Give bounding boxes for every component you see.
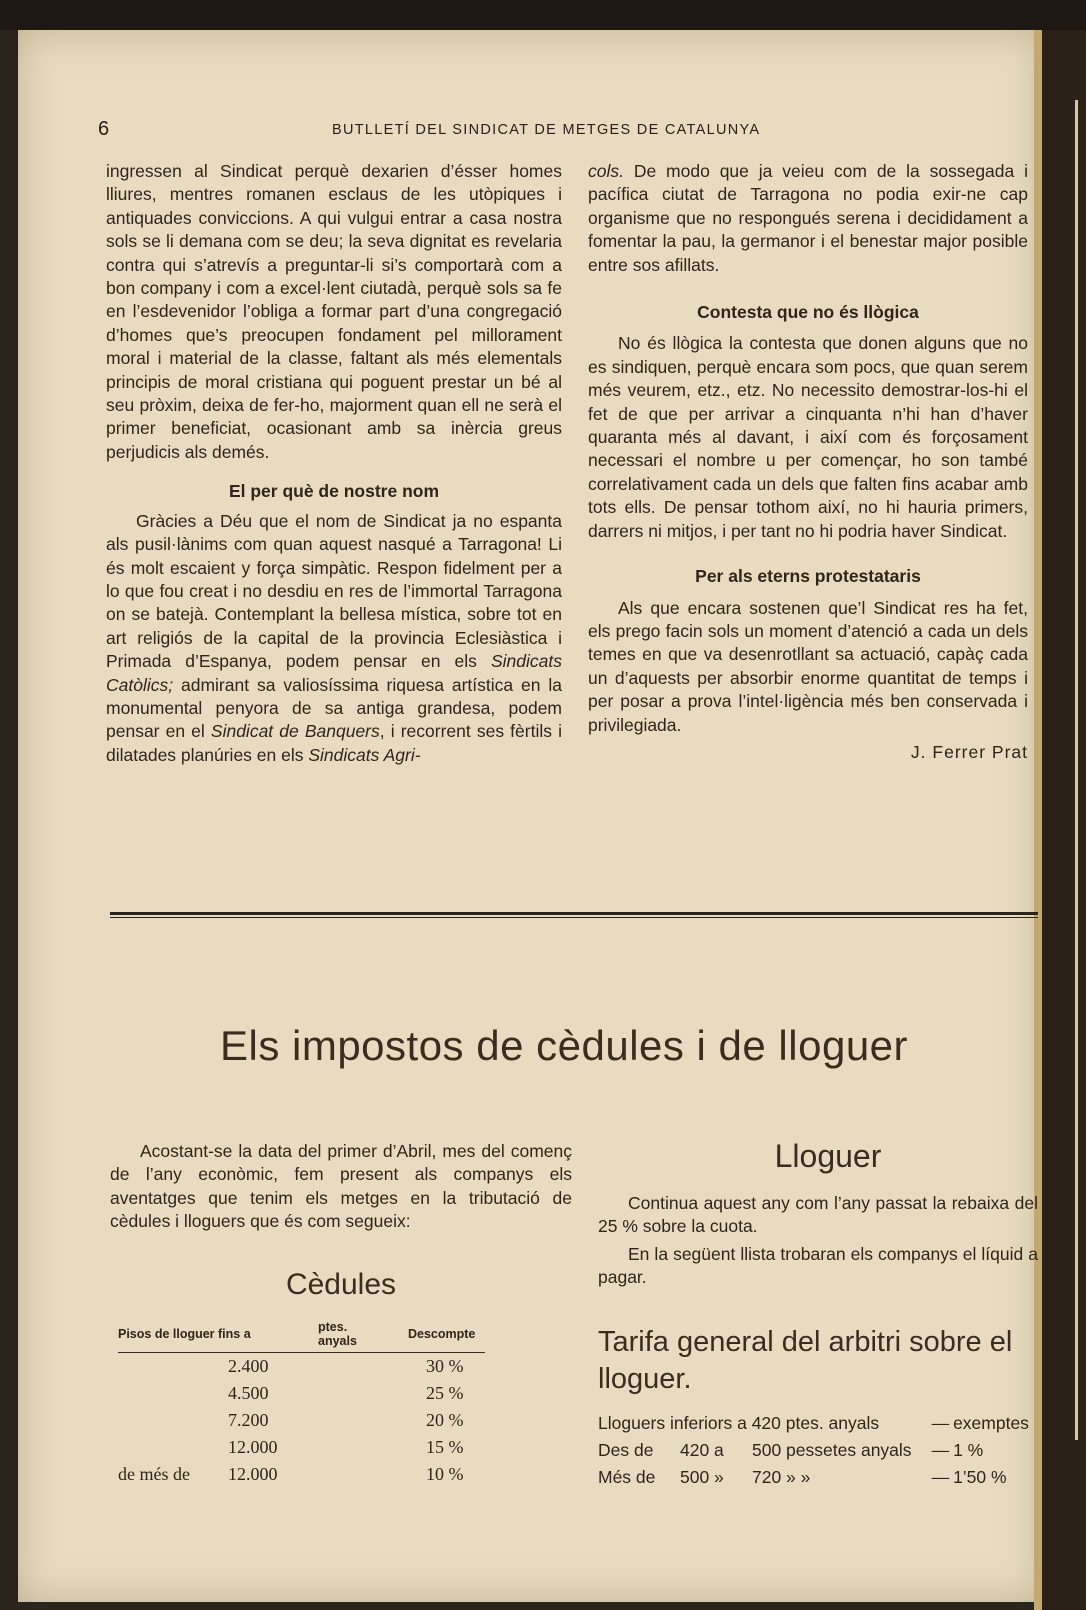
table-row: Lloguers inferiors a 420 ptes. anyals — exemptes — [598, 1413, 1029, 1433]
column-header: ptes. anyals — [308, 1320, 398, 1353]
running-title: BUTLLETÍ DEL SINDICAT DE METGES DE CATALUNYA — [332, 122, 761, 138]
scan-top-edge — [0, 0, 1086, 30]
paragraph: cols. De modo que ja veieu com de la sossegada i pacífica ciutat de Tarragona no podia exir-ne cap organisme que no respongués serena i decididament a fomentar la pau, la germanor i el benestar major posible entre sos afillats. — [588, 161, 1028, 275]
paragraph: Acostant-se la data del primer d’Abril, mes del començ de l’any econòmic, fem present als companys els aventatges que tenim els metges en la tributació de cèdules i lloguers que és com segueix: — [110, 1141, 572, 1232]
article-title: Els impostos de cèdules i de lloguer — [219, 1022, 909, 1069]
cedules-table — [118, 1320, 485, 1488]
left-column — [106, 160, 562, 767]
table-row: Des de 420 a 500 pessetes anyals — 1 % — [598, 1440, 984, 1460]
cedules-heading-wrap — [110, 1268, 572, 1302]
paragraph: Continua aquest any com l’any passat la rebaixa del 25 % sobre la cuota. — [598, 1193, 1038, 1237]
section-divider — [110, 912, 1038, 918]
signature: J. Ferrer Prat — [910, 741, 1028, 762]
column-header: Descompte — [398, 1320, 485, 1353]
table-row: 7.200 20 % — [228, 1410, 464, 1430]
cedules-title: Cèdules — [285, 1268, 397, 1301]
tarifa-table — [598, 1410, 1033, 1491]
table-row: 4.500 25 % — [228, 1383, 464, 1403]
lloguer-text — [598, 1192, 1038, 1290]
tarifa-title: Tarifa general del arbitri sobre el lloguer. — [598, 1326, 1013, 1395]
column-header: Pisos de lloguer fins a — [118, 1320, 308, 1353]
section-heading: El per què de nostre nom — [228, 481, 440, 502]
page-number: 6 — [98, 118, 110, 140]
table-row: 2.400 30 % — [228, 1356, 464, 1376]
paragraph: No és llògica la contesta que donen alguns que no es sindiquen, perquè encara som pocs, que quan serem més veurem, etz., etz. No necessito demostrar-los-hi el fet de que per arrivar a cinquanta n’hi han d’haver quaranta més al davant, i així com és forçosament necessari el nombre u per començar, ho son també correlativament cada un dels que falten fins acabar amb tots ells. De pensar tothom així, no hi hauria primers, darrers ni mitjos, i per tant no hi podria haver Sindicat. — [588, 333, 1028, 541]
article-intro — [110, 1140, 572, 1234]
paragraph: ingressen al Sindicat perquè dexarien d’ésser homes lliures, mentres romanen esclaus de les utòpiques i antiquades conviccions. A qui vulgui entrar a casa nostra sols se li demana com se deu; la seva dignitat es revelaria contra qui s’atrevís a preguntar-li si’s comportarà com a bon company i com a excel·lent ciutadà, perquè sols sa fe en l’esdevenidor l’obliga a formar part d’una congregació d’homes que’s preocupen fondament pel millorament moral i material de la classe, faltant als més elementals principis de moral cristiana qui poguent prestar un bé al seu pròxim, deixa de fer-ho, majorment quan ell ne serà el primer beneficiat, ocasionant amb sa inèrcia greus perjudicis als demés. — [106, 161, 562, 462]
paragraph: Gràcies a Déu que el nom de Sindicat ja no espanta als pusil·lànims com quan aquest nasqué a Tarragona! Li és molt escaient y força simpàtic. Respon fidelment per a lo que fou creat i no desdiu en res de l’immortal Tarragona on se batejà. Contemplant la bellesa mística, sobre tot en art religiós de la capital de la provincia Eclesiàstica i Primada d’Espanya, podem pensar en els Sindicats Catòlics; admirant sa valiosíssima riquesa artística en la monumental penyora de sa antiga grandesa, podem pensar en el Sindicat de Banquers, i recorrent ses fèrtils i dilatades planúries en els Sindicats Agri- — [106, 510, 562, 765]
section-heading: Contesta que no és llògica — [697, 302, 919, 323]
scan-edge-frame — [1075, 100, 1084, 1440]
paragraph: En la següent llista trobaran els companys el líquid a pagar. — [598, 1243, 1038, 1288]
lloguer-title: Lloguer — [774, 1138, 882, 1174]
right-column — [588, 160, 1028, 764]
table-row: Més de 500 » 720 » » — 1’50 % — [598, 1467, 1007, 1487]
paragraph: Als que encara sostenen que’l Sindicat res ha fet, els prego facin sols un moment d’atenció a cada un dels temes en que va desenrotllant sa actuació, capàç cada un d’aquests per absorbir enorme quantitat de temps i per posar a prova l’intel·ligència més ben conservada i privilegiada. — [588, 597, 1028, 735]
lloguer-heading-wrap — [598, 1138, 1058, 1175]
table-row: de més de 12.000 10 % — [118, 1464, 464, 1484]
section-heading: Per als eterns protestataris — [695, 566, 921, 587]
table-row: 12.000 15 % — [228, 1437, 464, 1457]
tarifa-heading-wrap — [598, 1324, 1038, 1398]
